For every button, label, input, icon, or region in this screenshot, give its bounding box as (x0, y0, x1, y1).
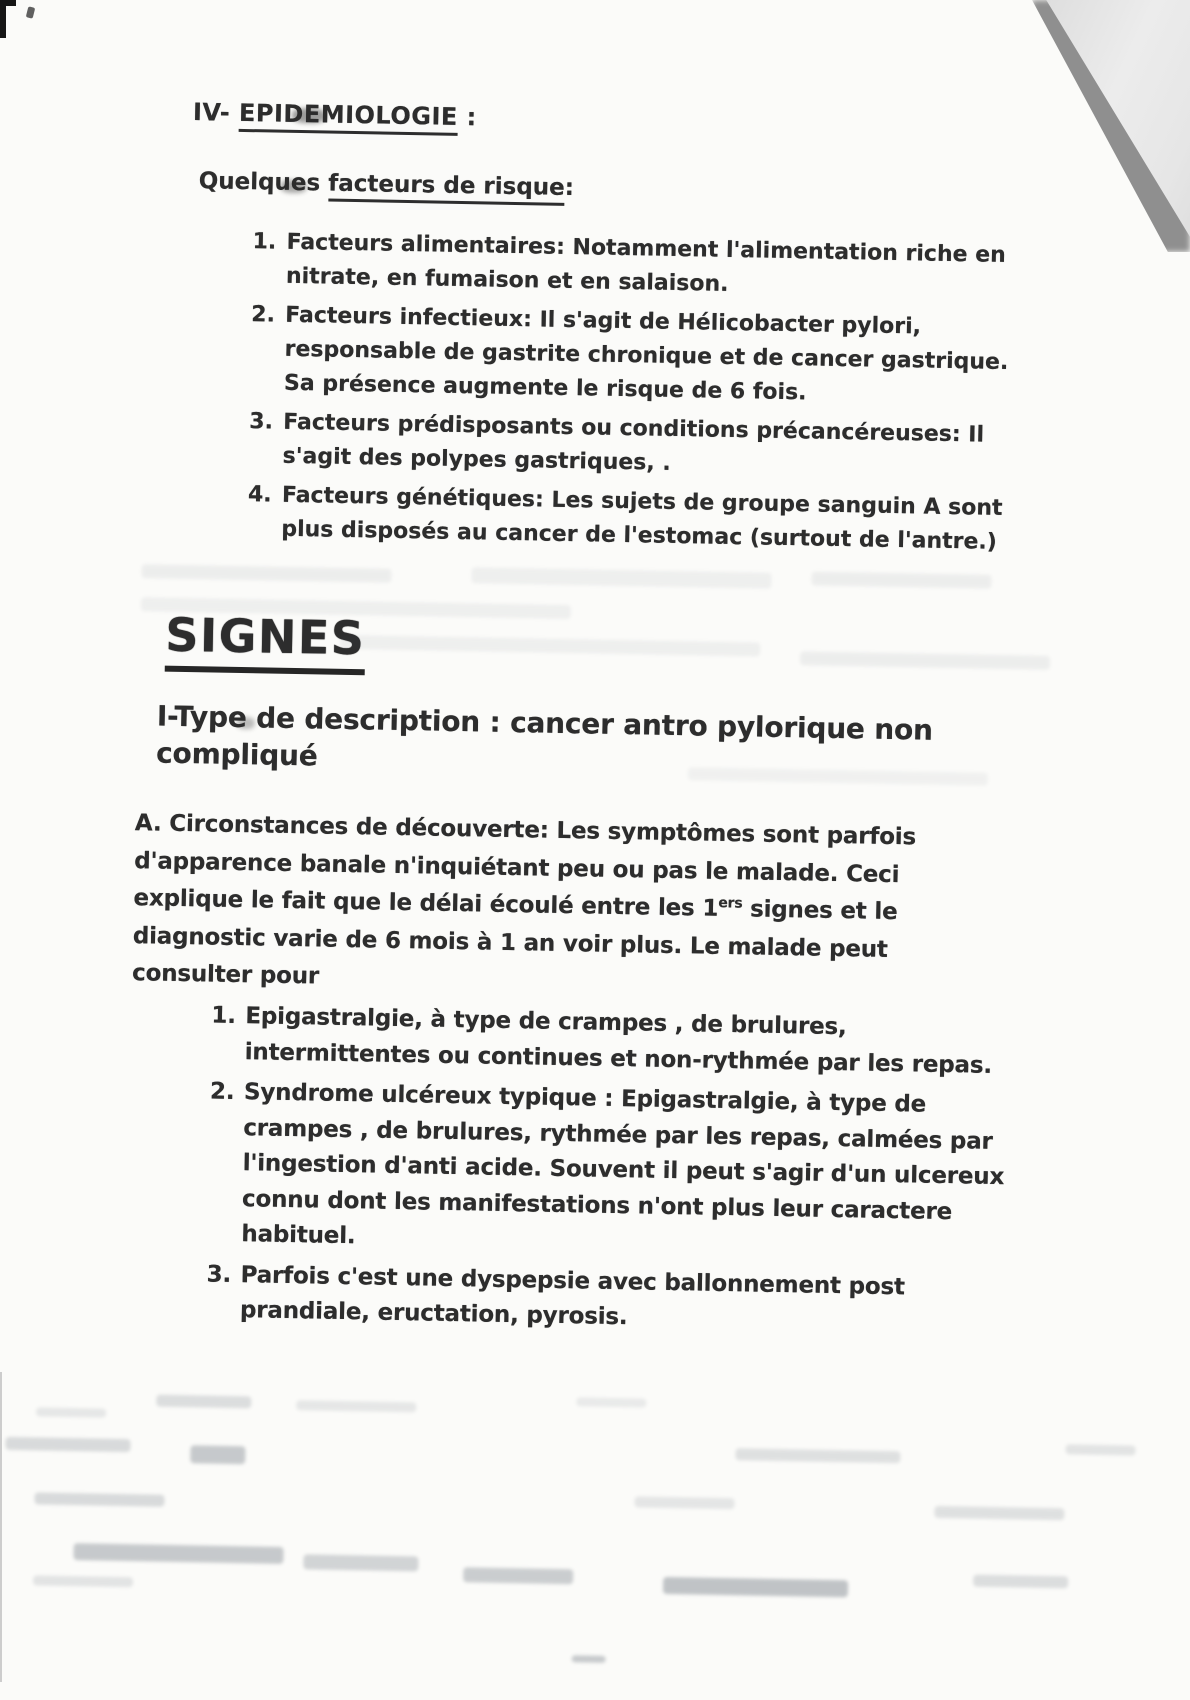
list-item (250, 298, 1014, 414)
list-item (207, 1075, 1012, 1267)
bleed-through-mark (36, 1407, 106, 1417)
intro-underlined: facteurs de risque (328, 171, 565, 206)
bleed-through-mark (34, 1492, 164, 1506)
list-item-text: Facteurs génétiques: Les sujets de groupe sanguin A sont plus disposés au cancer de l'estomac (surtout de l'antre.) (281, 482, 1003, 555)
list-marker: 3. (206, 1261, 232, 1288)
ink-smear (292, 108, 326, 124)
type-description-heading: I-Type de description : cancer antro pylorique non compliqué (155, 699, 934, 773)
bleed-through-mark (73, 1543, 283, 1564)
bleed-through-mark (303, 1554, 418, 1571)
intro-colon: : (564, 174, 575, 202)
bleed-through-mark (141, 564, 391, 583)
bleed-through-mark (296, 1400, 416, 1412)
bleed-through-mark (800, 651, 1050, 670)
list-item (252, 225, 1015, 307)
bleed-through-mark (634, 1496, 734, 1509)
risk-factor-list (247, 225, 1015, 565)
list-item (248, 405, 1011, 487)
list-item-text: Facteurs prédisposants ou conditions précancéreuses: Il s'agit des polypes gastriques, . (282, 409, 985, 476)
bleed-through-mark (572, 1655, 606, 1663)
list-item-text: Syndrome ulcéreux typique : Epigastralgie, à type de crampes , de brulures, rythmée par les repas, calmées par l'ingestion d'anti acide. Souvent il peut s'agir d'un ulcereux connu dont les manifestations n'ont plus leur caractere habituel. (241, 1079, 1005, 1250)
ink-smear (281, 180, 307, 193)
discovery-paragraph (132, 805, 941, 1007)
list-marker: 4. (247, 482, 272, 508)
bleed-through-mark (156, 1395, 251, 1409)
ink-smear (237, 717, 255, 729)
list-item-text: Epigastralgie, à type de crampes , de brulures, intermittentes ou continues et non-rythmée par les repas. (244, 1003, 993, 1079)
bleed-through-mark (463, 1567, 573, 1584)
bleed-through-mark (663, 1577, 848, 1597)
list-item (210, 999, 1013, 1085)
list-marker: 1. (252, 229, 277, 255)
bleed-through-mark (811, 571, 991, 588)
bleed-through-mark (190, 1445, 245, 1464)
list-marker: 3. (249, 409, 274, 435)
ordinal-superscript: ers (718, 895, 743, 912)
discovery-text: A. Circonstances de découverte: Les symptômes sont parfois d'apparence banale n'inquiétant peu ou pas le malade. Ceci explique le fait que le délai écoulé entre les 1 (133, 810, 917, 922)
list-item (247, 478, 1010, 560)
discovery-text: signes et le diagnostic varie de 6 mois à 1 an voir plus. Le malade peut consulter pour (131, 896, 898, 990)
signes-title: SIGNES (165, 608, 366, 676)
bleed-through-mark (576, 1397, 646, 1407)
list-item-text: Facteurs infectieux: Il s'agit de Hélicobacter pylori, responsable de gastrite chronique et de cancer gastrique. Sa présence augmente le risque de 6 fois. (283, 302, 1009, 406)
list-item-text: Facteurs alimentaires: Notamment l'alimentation riche en nitrate, en fumaison et en salaison. (285, 229, 1007, 297)
bleed-through-mark (934, 1506, 1064, 1520)
bleed-through-mark (471, 567, 771, 588)
intro-prefix: Quelques (198, 168, 329, 197)
heading-numeral: IV- (192, 98, 240, 127)
bleed-through-mark (5, 1437, 130, 1452)
risk-factors-intro (198, 168, 574, 201)
list-marker: 1. (211, 1002, 236, 1029)
section-heading-epidemiologie (193, 98, 477, 131)
heading-colon: : (457, 102, 478, 132)
bleed-through-mark (340, 635, 760, 657)
list-marker: 2. (251, 302, 276, 328)
list-marker: 2. (209, 1078, 235, 1105)
heading-title-underlined: EPIDEMIOLOGIE (239, 99, 458, 136)
bleed-through-mark (1066, 1444, 1136, 1455)
bleed-through-mark (973, 1575, 1068, 1589)
symptom-list (206, 999, 1014, 1348)
bleed-through-mark (735, 1448, 900, 1463)
list-item-text: Parfois c'est une dyspepsie avec ballonnement post prandiale, eructation, pyrosis. (239, 1261, 906, 1331)
bleed-through-mark (33, 1575, 133, 1587)
list-item (206, 1257, 1009, 1343)
